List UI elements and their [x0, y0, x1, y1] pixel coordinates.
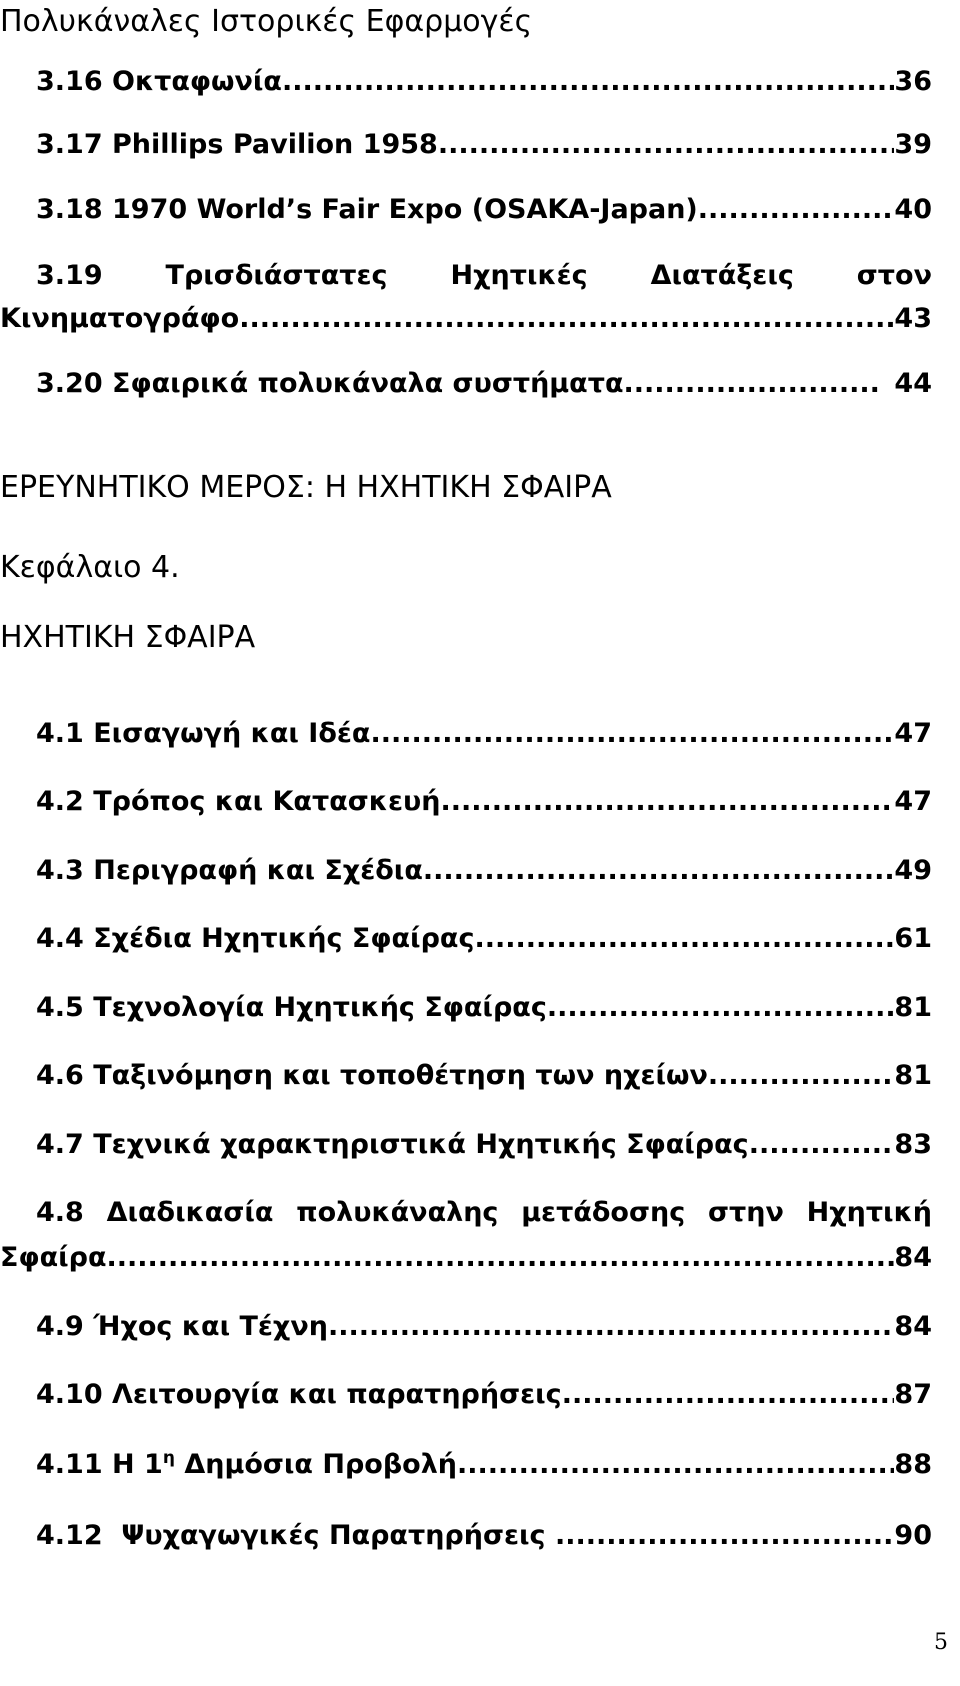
- toc-entry-label: 3.18 1970 World’s Fair Expo (OSAKA-Japan): [36, 194, 698, 225]
- toc-leader-dots: [423, 855, 895, 886]
- toc-entry-3-19-line1[interactable]: [36, 260, 932, 291]
- toc-leader-dots: [440, 786, 894, 817]
- toc-entry-label: 4.10 Λειτουργία και παρατηρήσεις: [36, 1379, 562, 1410]
- toc-entry-3-19-line2[interactable]: [0, 303, 932, 334]
- toc-entry-3-18[interactable]: [36, 194, 932, 225]
- toc-leader-dots: [457, 1449, 894, 1480]
- toc-leader-dots: [282, 66, 894, 97]
- toc-leader-dots: [547, 992, 895, 1023]
- toc-entry-4-1[interactable]: [36, 718, 932, 749]
- toc-entry-label: 4.12 Ψυχαγωγικές Παρατηρήσεις: [36, 1520, 555, 1551]
- toc-entry-3-16[interactable]: [36, 66, 932, 97]
- toc-entry-label: 4.7 Τεχνικά χαρακτηριστικά Ηχητικής Σφαίρας: [36, 1129, 749, 1160]
- toc-leader-dots: [107, 1242, 895, 1273]
- toc-entry-4-11[interactable]: [36, 1448, 932, 1480]
- toc-page-number: 40: [894, 194, 932, 225]
- toc-page-number: 84: [894, 1242, 932, 1273]
- toc-entry-label: 4.1 Εισαγωγή και Ιδέα: [36, 718, 371, 749]
- toc-entry-4-2[interactable]: [36, 786, 932, 817]
- toc-leader-dots: [370, 718, 894, 749]
- toc-entry-4-8-line1[interactable]: [36, 1197, 932, 1228]
- toc-entry-label: [36, 1448, 457, 1480]
- toc-leader-dots: [708, 1060, 895, 1091]
- toc-word: στην: [707, 1197, 784, 1228]
- toc-leader-dots: [698, 194, 895, 225]
- toc-page-number: 61: [894, 923, 932, 954]
- ordinal-superscript: η: [162, 1448, 175, 1468]
- toc-page-number: 44: [894, 368, 932, 399]
- toc-entry-label: 4.5 Τεχνολογία Ηχητικής Σφαίρας: [36, 992, 547, 1023]
- toc-entry-label: 4.6 Ταξινόμηση και τοποθέτηση των ηχείων: [36, 1060, 708, 1091]
- toc-word: μετάδοσης: [521, 1197, 686, 1228]
- toc-word: Διατάξεις: [650, 260, 794, 291]
- toc-entry-4-10[interactable]: [36, 1379, 932, 1410]
- toc-entry-4-9[interactable]: [36, 1311, 932, 1342]
- page-number: 5: [934, 1630, 948, 1655]
- toc-leader-dots: [624, 368, 878, 399]
- toc-entry-4-5[interactable]: [36, 992, 932, 1023]
- toc-page-number: 47: [894, 786, 932, 817]
- toc-word: Ηχητική: [806, 1197, 932, 1228]
- toc-word: στον: [856, 260, 932, 291]
- toc-leader-dots: [438, 129, 895, 160]
- toc-page-number: 83: [894, 1129, 932, 1160]
- toc-entry-4-7[interactable]: [36, 1129, 932, 1160]
- toc-page-number: 87: [894, 1379, 932, 1410]
- chapter-title: ΗΧΗΤΙΚΗ ΣΦΑΙΡΑ: [0, 620, 256, 655]
- toc-leader-dots: [555, 1520, 894, 1551]
- toc-entry-label: 3.17 Phillips Pavilion 1958: [36, 129, 438, 160]
- toc-entry-label: Σφαίρα: [0, 1242, 107, 1273]
- running-header: Πολυκάναλες Ιστορικές Εφαρμογές: [0, 4, 533, 39]
- toc-entry-label: Κινηματογράφο: [0, 303, 240, 334]
- toc-page-number: 81: [894, 992, 932, 1023]
- toc-entry-rest: Δημόσια Προβολή: [184, 1449, 458, 1480]
- toc-entry-label: 4.4 Σχέδια Ηχητικής Σφαίρας: [36, 923, 475, 954]
- toc-entry-4-12[interactable]: [36, 1520, 932, 1551]
- toc-word: Τρισδιάστατες: [165, 260, 388, 291]
- toc-page-number: 84: [894, 1311, 932, 1342]
- toc-leader-dots: [749, 1129, 895, 1160]
- toc-word: 4.8: [36, 1197, 84, 1228]
- toc-word: Διαδικασία: [106, 1197, 274, 1228]
- toc-leader-dots: [328, 1311, 894, 1342]
- toc-page-number: 36: [894, 66, 932, 97]
- toc-entry-label: 4.9 Ήχος και Τέχνη: [36, 1311, 328, 1342]
- part-heading: ΕΡΕΥΝΗΤΙΚΟ ΜΕΡΟΣ: Η ΗΧΗΤΙΚΗ ΣΦΑΙΡΑ: [0, 470, 612, 505]
- toc-leader-dots: [474, 923, 894, 954]
- toc-page-number: 49: [894, 855, 932, 886]
- toc-entry-3-17[interactable]: [36, 129, 932, 160]
- toc-leader-dots: [239, 303, 894, 334]
- toc-word: Ηχητικές: [450, 260, 588, 291]
- toc-leader-dots: [562, 1379, 895, 1410]
- toc-entry-4-4[interactable]: [36, 923, 932, 954]
- chapter-number: Κεφάλαιο 4.: [0, 550, 180, 585]
- toc-entry-3-20[interactable]: [36, 368, 932, 399]
- toc-entry-label: 4.3 Περιγραφή και Σχέδια: [36, 855, 423, 886]
- toc-entry-label: 4.2 Τρόπος και Κατασκευή: [36, 786, 441, 817]
- toc-page-number: 39: [894, 129, 932, 160]
- toc-entry-4-6[interactable]: [36, 1060, 932, 1091]
- toc-entry-label: 3.20 Σφαιρικά πολυκάναλα συστήματα: [36, 368, 624, 399]
- toc-entry-4-3[interactable]: [36, 855, 932, 886]
- toc-entry-4-8-line2[interactable]: [0, 1242, 932, 1273]
- toc-page-number: 43: [894, 303, 932, 334]
- toc-page-number: 81: [894, 1060, 932, 1091]
- toc-page-number: 47: [894, 718, 932, 749]
- toc-entry-label: 3.16 Οκταφωνία: [36, 66, 282, 97]
- toc-entry-prefix: 4.11 Η 1: [36, 1449, 163, 1480]
- toc-word: πολυκάναλης: [296, 1197, 499, 1228]
- toc-page-number: 88: [894, 1449, 932, 1480]
- toc-word: 3.19: [36, 260, 103, 291]
- toc-page-number: 90: [894, 1520, 932, 1551]
